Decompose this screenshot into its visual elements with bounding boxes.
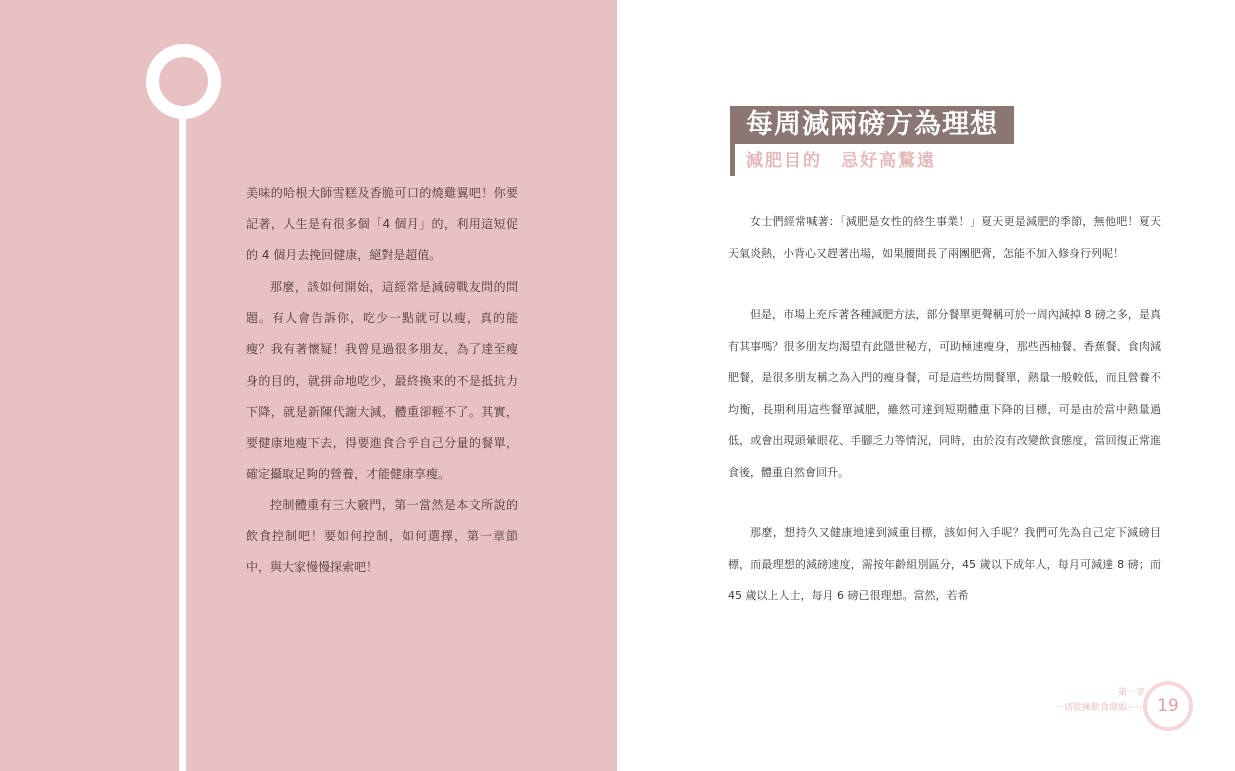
page-number-badge: 19 — [1143, 681, 1193, 731]
footer-chapter-label: 第一章 — [1117, 688, 1145, 698]
article-title: 每周減兩磅方為理想 — [730, 106, 1014, 144]
decorative-vertical-line — [179, 115, 186, 771]
right-paragraph-1: 女士們經常喊著：「減肥是女性的終生事業！」夏天更是減肥的季節，無他吧！夏天天氣炎熱，小背心又趕著出場，如果腰間長了兩團肥膏，怎能不加入修身行列呢！ — [728, 215, 1161, 260]
left-paragraph-3: 控制體重有三大竅門，第一當然是本文所說的飲食控制吧！要如何控制，如何選擇，第一章節中，與大家慢慢探索吧！ — [246, 498, 518, 575]
right-paragraph-3: 那麼，想持久又健康地達到減重目標，該如何入手呢？我們可先為自己定下減磅目標，而最理想的減磅速度，需按年齡組別區分，45 歲以下成年人，每月可減達 8 磅；而 45 歲以上人士，每月 6 磅已很理想。當然，若希 — [728, 526, 1161, 602]
left-paragraph-2: 那麼，該如何開始，這經常是減磅戰友問的問題。有人會告訴你，吃少一點就可以瘦，真的能瘦？我有著懷疑！我曾見過很多朋友，為了達至瘦身的目的，就拼命地吃少，最終換來的不是抵抗力下降，就是新陳代謝大減，體重卻輕不了。其實，要健康地瘦下去，得要進食合乎自己分量的餐單，確定攝取足夠的營養，才能健康享瘦。 — [246, 280, 518, 482]
footer-chapter-title: 一切從擁飲食開始⋯⋯ — [1054, 703, 1145, 713]
decorative-ring-icon — [146, 44, 221, 119]
title-accent-bar — [730, 144, 735, 176]
left-paragraph-1: 美味的哈根大師雪糕及香脆可口的燒雞翼吧！你要記著，人生是有很多個「4 個月」的，利用這短促的 4 個月去挽回健康，絕對是超值。 — [246, 186, 518, 263]
article-subtitle: 減肥目的 忌好高騖遠 — [746, 151, 936, 171]
left-page-panel — [0, 0, 617, 771]
right-paragraph-2: 但是，市場上充斥著各種減肥方法，部分餐單更聲稱可於一周內減掉 8 磅之多，是真有其事嗎？很多朋友均渴望有此隱世秘方，可助極速瘦身，那些西柚餐、香蕉餐、食肉減肥餐，是很多朋友稱之為入門的瘦身餐，可是這些坊間餐單，熱量一般較低，而且營養不均衡，長期利用這些餐單減肥，雖然可達到短期體重下降的目標，可是由於當中熱量過低，或會出現頭暈眼花、手腳乏力等情況，同時，由於沒有改變飲食態度，當回復正常進食後，體重自然會回升。 — [728, 308, 1161, 479]
